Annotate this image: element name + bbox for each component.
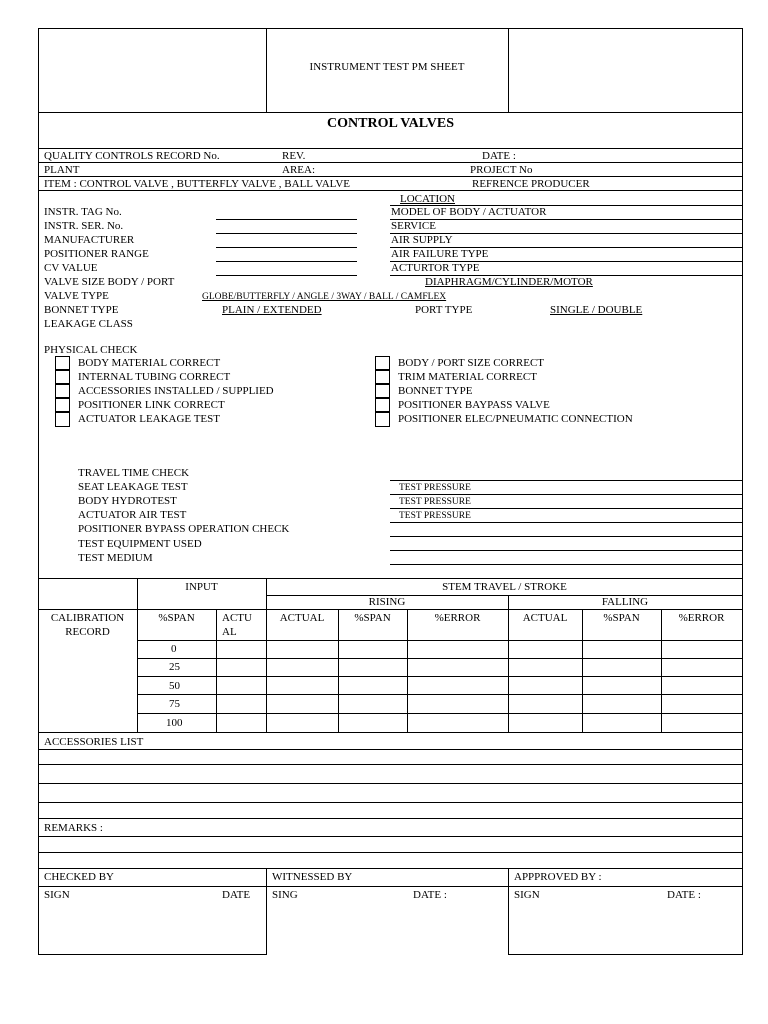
detail-label: SERVICE [391, 220, 436, 232]
check-label: TRIM MATERIAL CORRECT [398, 371, 537, 383]
calibration-record-label: CALIBRATION [50, 612, 125, 624]
bonnet-options: PLAIN / EXTENDED [222, 304, 322, 316]
col-error: %ERROR [434, 612, 481, 624]
span-value: 75 [169, 698, 180, 710]
sign-label: SING [272, 889, 298, 901]
test-pressure-label: TEST PRESSURE [399, 511, 471, 521]
plant-label: PLANT [44, 164, 80, 176]
actuator-options: DIAPHRAGM/CYLINDER/MOTOR [425, 276, 593, 288]
physical-check-title: PHYSICAL CHECK [44, 344, 138, 356]
section-title: CONTROL VALVES [327, 116, 454, 131]
test-pressure-label: TEST PRESSURE [399, 483, 471, 493]
detail-label: POSITIONER RANGE [44, 248, 149, 260]
checkbox[interactable] [375, 384, 390, 398]
date-label: DATE : [413, 889, 447, 901]
check-label: INTERNAL TUBING CORRECT [78, 371, 231, 383]
check-label: BONNET TYPE [398, 385, 473, 397]
detail-label: MANUFACTURER [44, 234, 135, 246]
detail-label: BONNET TYPE [44, 304, 119, 316]
rising-header: RISING [368, 596, 406, 608]
witnessed-by-label: WITNESSED BY [272, 871, 353, 883]
test-pressure-label: TEST PRESSURE [399, 497, 471, 507]
sign-label: SIGN [514, 889, 540, 901]
check-label: ACCESSORIES INSTALLED / SUPPLIED [78, 385, 274, 397]
stem-travel-header: STEM TRAVEL / STROKE [442, 581, 567, 593]
accessories-label: ACCESSORIES LIST [44, 736, 144, 748]
date-label: DATE : [667, 889, 701, 901]
check-label: BODY MATERIAL CORRECT [78, 357, 221, 369]
col-span: %SPAN [158, 612, 195, 624]
col-actual-input: ACTU [222, 612, 252, 624]
item-label: ITEM : CONTROL VALVE , BUTTERFLY VALVE , BALL VALVE [44, 178, 351, 190]
checkbox[interactable] [55, 370, 70, 384]
port-type-label: PORT TYPE [415, 304, 473, 316]
span-value: 0 [171, 643, 177, 655]
check-label: ACTUATOR LEAKAGE TEST [78, 413, 220, 425]
detail-label: VALVE TYPE [44, 290, 109, 302]
falling-header: FALLING [601, 596, 649, 608]
col-actual: ACTUAL [279, 612, 325, 624]
port-options: SINGLE / DOUBLE [550, 304, 643, 316]
detail-label: MODEL OF BODY / ACTUATOR [391, 206, 547, 218]
reference-label: REFRENCE PRODUCER [472, 178, 590, 190]
rev-label: REV. [282, 150, 306, 162]
test-label: POSITIONER BYPASS OPERATION CHECK [78, 523, 290, 535]
test-label: ACTUATOR AIR TEST [78, 509, 187, 521]
date-label: DATE : [482, 150, 516, 162]
qc-record-label: QUALITY CONTROLS RECORD No. [44, 150, 220, 162]
detail-label: AIR FAILURE TYPE [391, 248, 489, 260]
area-label: AREA: [282, 164, 315, 176]
checkbox[interactable] [55, 356, 70, 370]
calibration-record-label: RECORD [65, 626, 110, 638]
detail-label: LEAKAGE CLASS [44, 318, 133, 330]
col-error: %ERROR [678, 612, 725, 624]
date-label: DATE [222, 889, 251, 901]
checkbox[interactable] [55, 384, 70, 398]
detail-label: AIR SUPPLY [391, 234, 453, 246]
checkbox[interactable] [375, 412, 390, 427]
check-label: POSITIONER BAYPASS VALVE [398, 399, 550, 411]
project-label: PROJECT No [470, 164, 533, 176]
span-value: 50 [169, 680, 180, 692]
check-label: POSITIONER ELEC/PNEUMATIC CONNECTION [398, 413, 633, 425]
span-value: 25 [169, 661, 180, 673]
detail-label: INSTR. TAG No. [44, 206, 122, 218]
check-label: BODY / PORT SIZE CORRECT [398, 357, 545, 369]
col-actual-input: AL [222, 626, 237, 638]
detail-label: CV VALUE [44, 262, 98, 274]
detail-label: VALVE SIZE BODY / PORT [44, 276, 175, 288]
col-span: %SPAN [354, 612, 391, 624]
approved-by-label: APPPROVED BY : [514, 871, 602, 883]
valve-type-options: GLOBE/BUTTERFLY / ANGLE / 3WAY / BALL / CAMFLEX [202, 292, 447, 302]
span-value: 100 [166, 717, 183, 729]
detail-label: INSTR. SER. No. [44, 220, 124, 232]
document-title: INSTRUMENT TEST PM SHEET [309, 61, 465, 73]
location-heading: LOCATION [400, 193, 455, 205]
test-label: BODY HYDROTEST [78, 495, 177, 507]
checkbox[interactable] [375, 356, 390, 370]
test-label: SEAT LEAKAGE TEST [78, 481, 188, 493]
checkbox[interactable] [375, 370, 390, 384]
test-label: TEST EQUIPMENT USED [78, 538, 202, 550]
check-label: POSITIONER LINK CORRECT [78, 399, 225, 411]
remarks-label: REMARKS : [44, 822, 103, 834]
col-span: %SPAN [603, 612, 640, 624]
test-label: TEST MEDIUM [78, 552, 153, 564]
checked-by-label: CHECKED BY [44, 871, 114, 883]
sign-label: SIGN [44, 889, 70, 901]
checkbox[interactable] [55, 412, 70, 427]
detail-label: ACTURTOR TYPE [391, 262, 480, 274]
checkbox[interactable] [375, 398, 390, 412]
input-header: INPUT [185, 581, 218, 593]
col-actual: ACTUAL [522, 612, 568, 624]
checkbox[interactable] [55, 398, 70, 412]
test-label: TRAVEL TIME CHECK [78, 467, 190, 479]
